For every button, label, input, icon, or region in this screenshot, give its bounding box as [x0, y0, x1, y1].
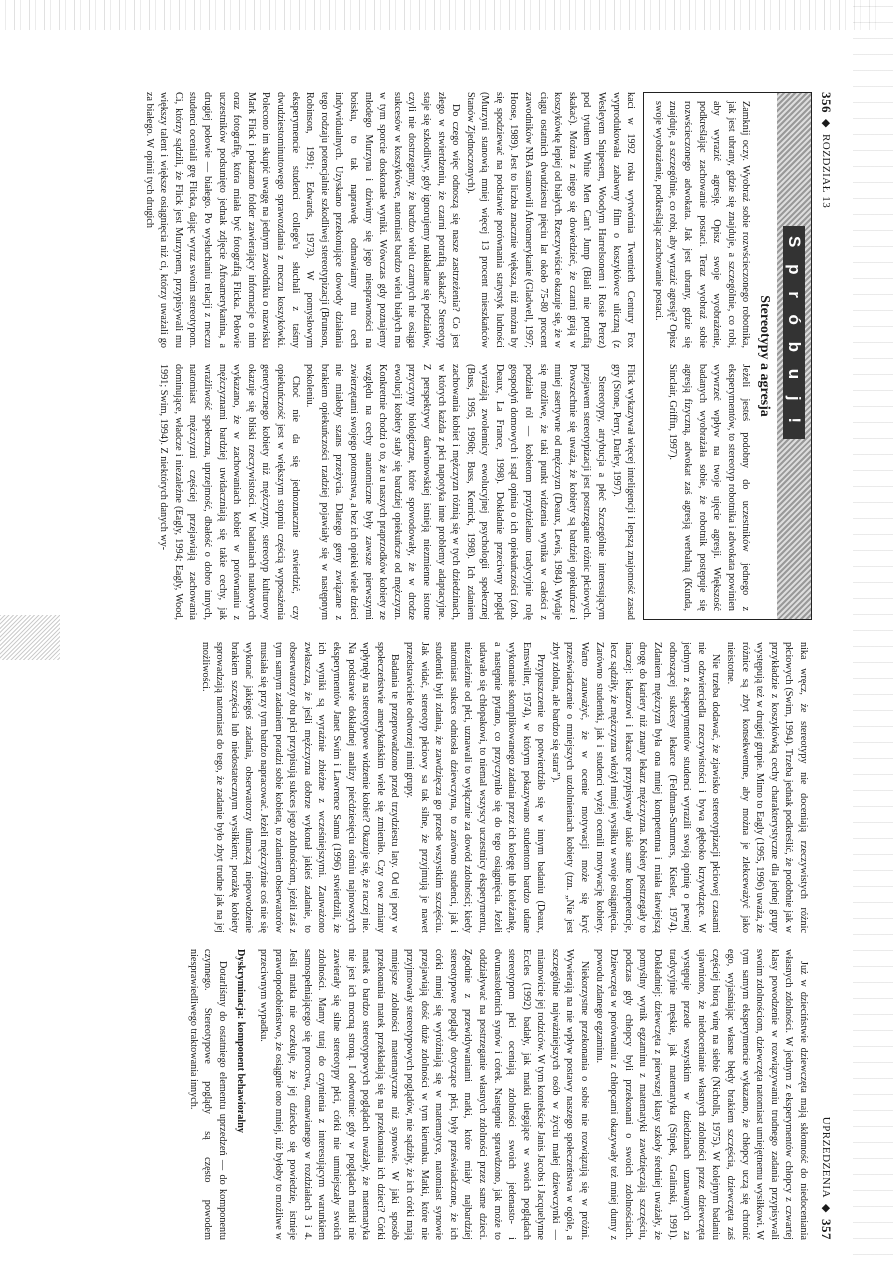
box-col-1	[650, 101, 752, 348]
left-page	[66, 92, 836, 620]
body-paragraph: Niekorzystne przekonania o sobie nie rozwiązują się w próżni. Wywierają na nie wpływ postawy naszego społeczeństwa w ogóle, a szczególnie najważniejszych osób w życiu małej dziewczynki — mianowicie jej rodziców. W tym kontekście Janis Jacobs i Jacquelynne Eccles (1992) badały, jak matki ulegające w swoich poglądach stereotypom płci oceniają zdolności swoich jedenasto- i dwunastoletnich synów i córek. Następnie sprawdzono, jak może to oddziaływać na postrzeganie własnych zdolności przez same dzieci. Zgodnie z przewidywaniami matki, które miały najbardziej stereotypowe poglądy dotyczące płci, były przeświadczone, że ich córki mniej się wyróżniają się w matematyce, natomiast synowie przejawiają dość duże zdolności w tym kierunku. Matki, które nie przyjmowały stereotypowych poglądów, nie sądziły, że ich córki mają mniejsze zdolności matematyczne niż synowie. W jaki sposób przekonania matek przekładają się na przekonania ich dzieci? Córki matek o bardzo stereotypowych poglądach uważały, że matematyka nie jest ich mocną stroną. I odwrotnie: gdy w poglądach matki nie zawierały się silne stereotypy płci, córki nie umniejszały swoich zdolności. Mamy tutaj do czynienia z interesującym warunkiem samospełniającego się proroctwa, omawianego w rozdziałach 3 i 4. Jeśli matka nie oczekuje, że jej dziecko się powiedzie, istnieje prawdopodobieństwo, że osiągnie ono mniej, niż byłoby to możliwe w przeciwnym wypadku.	[258, 949, 591, 1240]
box-paragraph: Jeżeli jesteś podobny do uczestników jednego z eksperymentów, to stereotyp robotnika i adwokata powinien wywrzeć wpływ na twoje ujęcie agresji. Większość badanych wyobrażała sobie, że robotnik postępuje się agresją fizyczną, adwokat zaś agresją werbalną (Kunda, Sinclair, Griffin, 1997).	[667, 364, 752, 611]
right-body-columns	[185, 642, 810, 1240]
body-paragraph: Stereotypy, atrybucja a płeć Szczególnie interesującym przejawem stereotypizacji jest postrzeganie różnic płciowych. Powszechnie się uważa, że kobiety są bardziej opiekuńcze i mniej asertywne od mężczyzn (Deaux, Lewis, 1984). Wydaje się możliwe, że taki punkt widzenia wynika w całości z podziału ról — kobietom przydzielano tradycyjnie rolę gospodyń domowych i stąd opinia o ich opiekuńczości (zob. Deaux, La France, 1998). Dokładnie przeciwny pogląd wyrażają zwolennicy ewolucyjnej psychologii społecznej (Buss, 1995, 1996b; Buss, Kenrick, 1998). Ich zdaniem zachowania kobiet i mężczyzn różnią się w tych dziedzinach, w których każda z płci napotyka inne problemy adaptacyjne. Z perspektywy darwinowskiej istnieją niezmienne istotne przyczyny biologiczne, które spowodowały, że w drodze ewolucji kobiety stały się bardziej opiekuńcze od mężczyzn. Konkretnie chodzi o to, że u naszych praprzodków kobiety ze względu na cechy anatomiczne były zawsze pierwszymi zwierzętami swojego potomstwa, a bez ich opieki wiele dzieci nie miałoby szans przeżycia. Dlatego geny związane z brakiem opiekuńczości rzadziej pojawiały się w następnym pokoleniu.	[304, 364, 608, 620]
body-paragraph: Badania te przeprowadzono przed trzydziestu laty. Od tej pory w społeczeństwie amerykańskim wiele się zmieniło. Czy owe zmiany wpłynęły na stereotypowe widzenie kobiet? Okazuje się, że raczej nie. Na podstawie dokładnej analizy piećdziesięciu ośmiu najnowszych eksperymentów Janet Swim i Lawrence Sanna (1996) stwierdzili, że ich wyniki są wyraźnie zbieżne z wcześniejszymi. Zauważono zwłaszcza, że jeśli mężczyzna dobrze wykonał jakieś zadanie, to obserwatorzy obu płci przypisują sukces jego zdolnościom, jeżeli zaś z tym samym zadaniem poradzi sobie kobieta, to zdaniem obserwatorów musiała się przy tym bardzo napracować. Jeżeli mężczyźnie coś nie się wykonać jakiegoś zadania, obserwatorzy tłumaczą niepowodzenie brakiem szczęścia lub niedostatecznym wysiłkiem; porażkę kobiety sprowadzają natomiast do tego, że zadanie było zbyt trudne jak na jej możliwości.	[199, 642, 401, 933]
scan-edge-noise-right	[853, 0, 893, 1263]
page-number-right: 357	[819, 1219, 835, 1240]
scan-spine-mark	[0, 615, 60, 660]
left-col-2	[141, 364, 637, 620]
page-number-left: 356	[819, 92, 835, 113]
box-col-2	[650, 364, 752, 611]
try-it-badge: S p r ó b u j !	[783, 226, 806, 439]
body-paragraph: Już w dzieciństwie dziewczęta mają skłonność do niedoceniania własnych zdolności. W jednym z eksperymentów chłopcy z czwartej klasy powodzenie w rozwiązywaniu trudnego zadania przypisywali swoim zdolnościom, dziewczęta natomiast umiejętnemu wysiłkowi. W tym samym eksperymencie wykazano, że chłopcy uczą się chronić ego, wyjaśniając własne błędy brakiem szczęścia, dziewczęta zaś częściej biorą winę na siebie (Nicholls, 1975). W kolejnym badaniu ujawniono, że niedocenianie własnych zdolności przez dziewczęta występuje przede wszystkim w dziedzinach uznawanych za tradycyjnie męskie, jak matematyka (Stipek, Gralinski, 1991). Dokładniej: dziewczęta z pierwszej klasy szkoły średniej uważały, że pomyślny wynik egzaminu z matematyki zawdzięczają szczęściu, podczas gdy chłopcy byli przekonani o swoich zdolnościach. Dziewczęta w porównaniu z chłopcami okazywały też mniej dumy z powodu zdanego egzaminu.	[593, 949, 809, 1240]
body-paragraph: Dotarliśmy do ostatniego elementu uprzedzeń — do komponentu czynnego. Stereotypowe poglądy są często powodem niesprawiedliwego traktowania innych.	[187, 949, 228, 1240]
box-columns	[650, 93, 752, 619]
body-paragraph: nika wręcz, że stereotypy nie doceniają rzeczywistych różnic płciowych (Swim, 1994). Trzeba jednak podkreślić, że podobnie jak w przykładzie z koszykówką cechy charakterystyczne dla jednej grupy występują też w drugiej grupie. Mimo to Eagly (1995, 1996) uważa, że różnice są zbyt konsekwentne, aby można je zlekceważyć jako nieistotne.	[725, 642, 809, 933]
left-body-columns	[141, 92, 637, 620]
body-paragraph: Nie trzeba dodawać, że zjawisko stereotypizacji płciowej czasami nie odzwierciedla rzeczywistości i bywa głęboko krzywdzące. W jednym z eksperymentów studenci wyrazili swoją opinię o pewnej odnoszącej sukcesy lekarce (Feldman-Summers, Kiesler, 1974). Zdaniem mężczyzn była ona mniej kompetentna i miała łatwiejszą drogę do kariery niż znany lekarz mężczyzna. Kobiety postrzegały to inaczej: lekarzowi i lekarce przypisywały takie same kompetencje, lecz sądziły, że mężczyzna włożył mniej wysiłku w swoje osiągnięcia. Zarówno studentki, jak i studenci wyżej ocenili motywację kobiety. Warto zauważyć, że w ocenie motywacji może się kryć przeświadczenie o mniejszych uzdolnieniach kobiety (tzn. „Nie jest zbyt zdolna, ale bardzo się stara”).	[549, 642, 722, 933]
body-paragraph: Do czego więc odnoszą się nasze zastrzeżenia? Co jest złego w stwierdzeniu, że czarni potrafią skakać? Stereotyp staje się szkodliwy, gdy ignorujemy nakładane się podziałów, czyli nie dostrzegamy, że bardzo wielu czarnych nie osiąga sukcesów w koszykówce, natomiast bardzo wielu białych ma w tym sporcie doskonałe wyniki. Wówczas gdy poznajemy młodego Murzyna i dziwimy się jego niesprawności na boisku, to tak naprawdę odmawiamy mu cech indywidualnych. Uzyskano przekonujące dowody działania tego rodzaju potencjalnie szkodliwej stereotypizacji (Brunson, Robinson, 1991; Edwards, 1973). W pomysłowym eksperymencie studenci college'u słuchali z taśmy dwudziestominutowego sprawozdania z meczu koszykówki. Polecono im skupić uwagę na jednym zawodniku o nazwisku Mark Flick i pokazano folder zawierający informacje o nim oraz fotografię, która miała być fotografią Flicka. Połowie uczestników podsunięto jednak zdjęcie Afroamerykanina, a drugiej połowie — białego. Po wysłuchaniu relacji z meczu studenci oceniali grę Flicka, dając wyraz swoim stereotypom. Ci, którzy sądzili, że Flick jest Murzynem, przypisywali mu większy talent i większe osiągnięcia niż ci, którzy uważali go za białego. W opinii tych drugich	[143, 92, 462, 348]
chapter-label: ROZDZIAŁ 13	[820, 133, 833, 209]
chapter-label-right: UPRZEDZENIA	[820, 1116, 833, 1199]
running-head-right	[816, 642, 836, 1240]
diamond-icon: ◆	[820, 119, 833, 128]
right-col-1	[185, 642, 810, 933]
right-page	[66, 642, 836, 1240]
body-paragraph: Choć nie da się jednoznacznie stwierdzić, czy opiekuńczość jest w większym stopniu częścią wyposażenia genetycznego kobiety niż mężczyzny, stereotyp kulturowy okazuje się bliski rzeczywistości. W badaniach naukowych wykazano, że w zachowaniach kobiet w porównaniu z mężczyznami bardziej uwidaczniają się takie cechy, jak wrażliwość społeczna, uprzejmość, dbałość o dobro innych, natomiast mężczyzni częściej przejawiają zachowania dominujące, władcze i niezależne (Eagly, 1994; Eagly, Wood, 1991; Swim, 1994). Z niektórych danych wy-	[158, 364, 301, 620]
body-paragraph: kaci w 1992 roku wytwórnia Twentieth Century Fox wyprodukowała zabawny film o koszykówce uliczną (z Wesleyem Snipesem, Woodym Harrelsonem i Rosie Perez) pod tytułem White Men Can't Jump (Biali nie potrafią skakać). Można z niego się dowiedzieć, że czarni grają w koszykówkę lepiej od białych. Rzeczywiście okazuje się, że w ciągu ostatnich dwudziestu pięciu lat około 75-80 procent zawodników NBA stanowili Afroamerykanie (Gladwell, 1997; Hoose, 1989). Jest to liczba znacznie większa, niż można by się spodziewać na podstawie porównania statystyk ludności (Murzyni stanowią mniej więcej 13 procent mieszkańców Stanów Zjednoczonych).	[464, 92, 637, 348]
try-it-box	[643, 92, 812, 620]
scan-edge-noise	[0, 0, 880, 30]
left-col-1	[141, 92, 637, 348]
section-heading: Dyskryminacja: komponent behawioralny	[235, 949, 247, 1133]
body-paragraph: Flick wykazywał więcej inteligencji i lepszą znajomość zasad gry (Stone, Perry, Darley, 1997).	[610, 364, 637, 620]
box-subtitle: Stereotypy a agresja	[757, 295, 772, 417]
right-col-2	[185, 949, 810, 1240]
diamond-icon: ◆	[820, 1204, 833, 1213]
box-paragraph: Zamknij oczy. Wyobraź sobie rozwścieczonego robotnika, jak jest ubrany, gdzie się znajduje, a szczególnie, co robi, aby wyrazić agresję. Opisz swoje wyobrażenie, podkreślając zachowanie postaci. Teraz wyobraź sobie rozwścieczonego adwokata. Jak jest ubrany, gdzie się znajduje, a szczególnie, co robi, aby wyrazić agresję? Opisz swoje wyobrażenie, podkreślając zachowanie postaci.	[652, 101, 752, 348]
body-paragraph: Przypuszczenie to potwierdziło się w innym badaniu (Deaux, Emswiller, 1974), w którym pokazywano studentom bardzo udane wykonanie skomplikowanego zadania przez ich kolegę lub koleżankę, a następnie pytano, co przyczyniło się do tego osiągnięcia. Jeżeli udawało się chłopakowi, to niemal wszyscy uczestnicy eksperymentu, niezależnie od płci, uznawali to wyłącznie za dowód zdolności; kiedy natomiast sukces odniosła dziewczyna, to zarówno studenci, jak i studentki byli zdania, że zawdzięcza go przede wszystkim szczęściu. Jak widać, stereotyp płciowy sa tak silne, że przyjmują je nawet przedstawiciele odtworzej nimi grupy.	[403, 642, 547, 933]
try-it-banner	[777, 93, 811, 619]
running-head-left	[816, 92, 836, 620]
